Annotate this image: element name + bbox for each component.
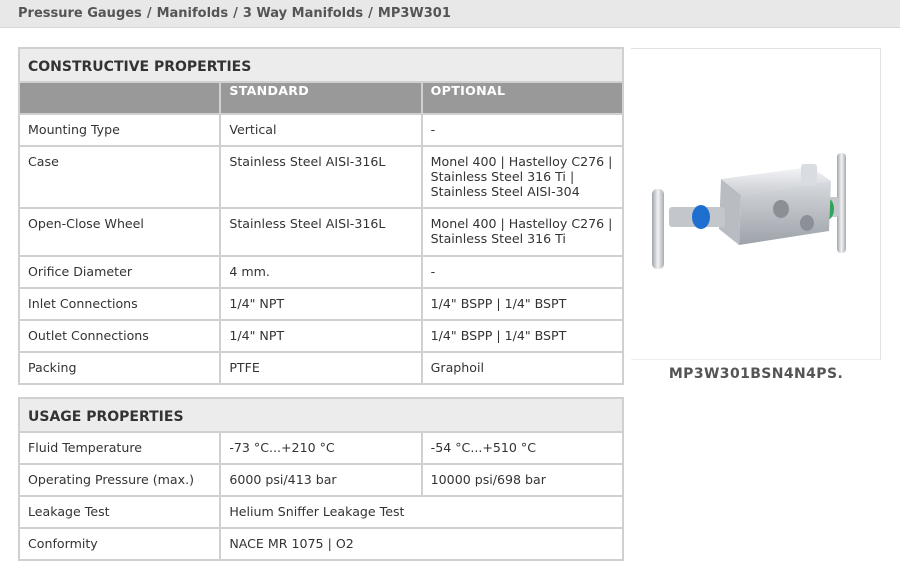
constructive-properties-title: CONSTRUCTIVE PROPERTIES	[19, 48, 623, 82]
row-optional: 10000 psi/698 bar	[422, 464, 623, 496]
row-label: Operating Pressure (max.)	[19, 464, 220, 496]
breadcrumb-separator: /	[146, 6, 152, 21]
row-label: Leakage Test	[19, 496, 220, 528]
breadcrumb	[0, 0, 900, 28]
row-standard: 4 mm.	[220, 256, 421, 288]
table-row	[19, 288, 623, 320]
table-row	[19, 464, 623, 496]
table-row	[19, 496, 623, 528]
row-value: NACE MR 1075 | O2	[220, 528, 623, 560]
row-standard: Stainless Steel AISI-316L	[220, 146, 421, 208]
table-row	[19, 432, 623, 464]
table-row	[19, 146, 623, 208]
breadcrumb-current-page: MP3W301	[377, 6, 451, 21]
row-optional: Graphoil	[422, 352, 623, 384]
row-optional: 1/4" BSPP | 1/4" BSPT	[422, 320, 623, 352]
row-optional: Monel 400 | Hastelloy C276 | Stainless Steel 316 Ti | Stainless Steel AISI-304	[422, 146, 623, 208]
row-label: Inlet Connections	[19, 288, 220, 320]
column-header-blank	[19, 82, 220, 114]
row-standard: 1/4" NPT	[220, 288, 421, 320]
row-label: Outlet Connections	[19, 320, 220, 352]
row-label: Conformity	[19, 528, 220, 560]
table-row	[19, 320, 623, 352]
row-standard: Vertical	[220, 114, 421, 146]
row-standard: 1/4" NPT	[220, 320, 421, 352]
row-value: Helium Sniffer Leakage Test	[220, 496, 623, 528]
constructive-properties-table	[18, 47, 624, 385]
row-optional: Monel 400 | Hastelloy C276 | Stainless Steel 316 Ti	[422, 208, 623, 256]
row-label: Case	[19, 146, 220, 208]
row-standard: PTFE	[220, 352, 421, 384]
table-row	[19, 528, 623, 560]
row-label: Packing	[19, 352, 220, 384]
row-label: Fluid Temperature	[19, 432, 220, 464]
manifold-product-image[interactable]	[631, 49, 881, 361]
row-optional: 1/4" BSPP | 1/4" BSPT	[422, 288, 623, 320]
row-standard: Stainless Steel AISI-316L	[220, 208, 421, 256]
breadcrumb-link-3-way-manifolds[interactable]: 3 Way Manifolds	[242, 6, 364, 21]
breadcrumb-link-pressure-gauges[interactable]: Pressure Gauges	[18, 6, 142, 21]
breadcrumb-link-manifolds[interactable]: Manifolds	[156, 6, 229, 21]
row-label: Orifice Diameter	[19, 256, 220, 288]
table-row	[19, 256, 623, 288]
row-standard: -73 °C...+210 °C	[220, 432, 421, 464]
table-row	[19, 352, 623, 384]
blue-collar-icon	[692, 205, 710, 229]
product-image-panel	[631, 48, 881, 360]
row-optional: -	[422, 114, 623, 146]
top-fitting	[801, 164, 817, 186]
row-label: Open-Close Wheel	[19, 208, 220, 256]
row-standard: 6000 psi/413 bar	[220, 464, 421, 496]
column-header-standard: STANDARD	[220, 82, 421, 114]
table-row	[19, 208, 623, 256]
left-handle-bar	[652, 189, 664, 269]
usage-properties-table	[18, 397, 624, 561]
row-label: Mounting Type	[19, 114, 220, 146]
port-hole	[773, 200, 789, 218]
column-header-optional: OPTIONAL	[422, 82, 623, 114]
breadcrumb-separator: /	[233, 6, 238, 21]
usage-properties-title: USAGE PROPERTIES	[19, 398, 623, 432]
product-model-code: MP3W301BSN4N4PS.	[668, 366, 844, 382]
breadcrumb-separator: /	[368, 6, 373, 21]
row-optional: -54 °C...+510 °C	[422, 432, 623, 464]
table-row	[19, 114, 623, 146]
port-hole	[800, 215, 814, 231]
column-header-row	[19, 82, 623, 114]
row-optional: -	[422, 256, 623, 288]
